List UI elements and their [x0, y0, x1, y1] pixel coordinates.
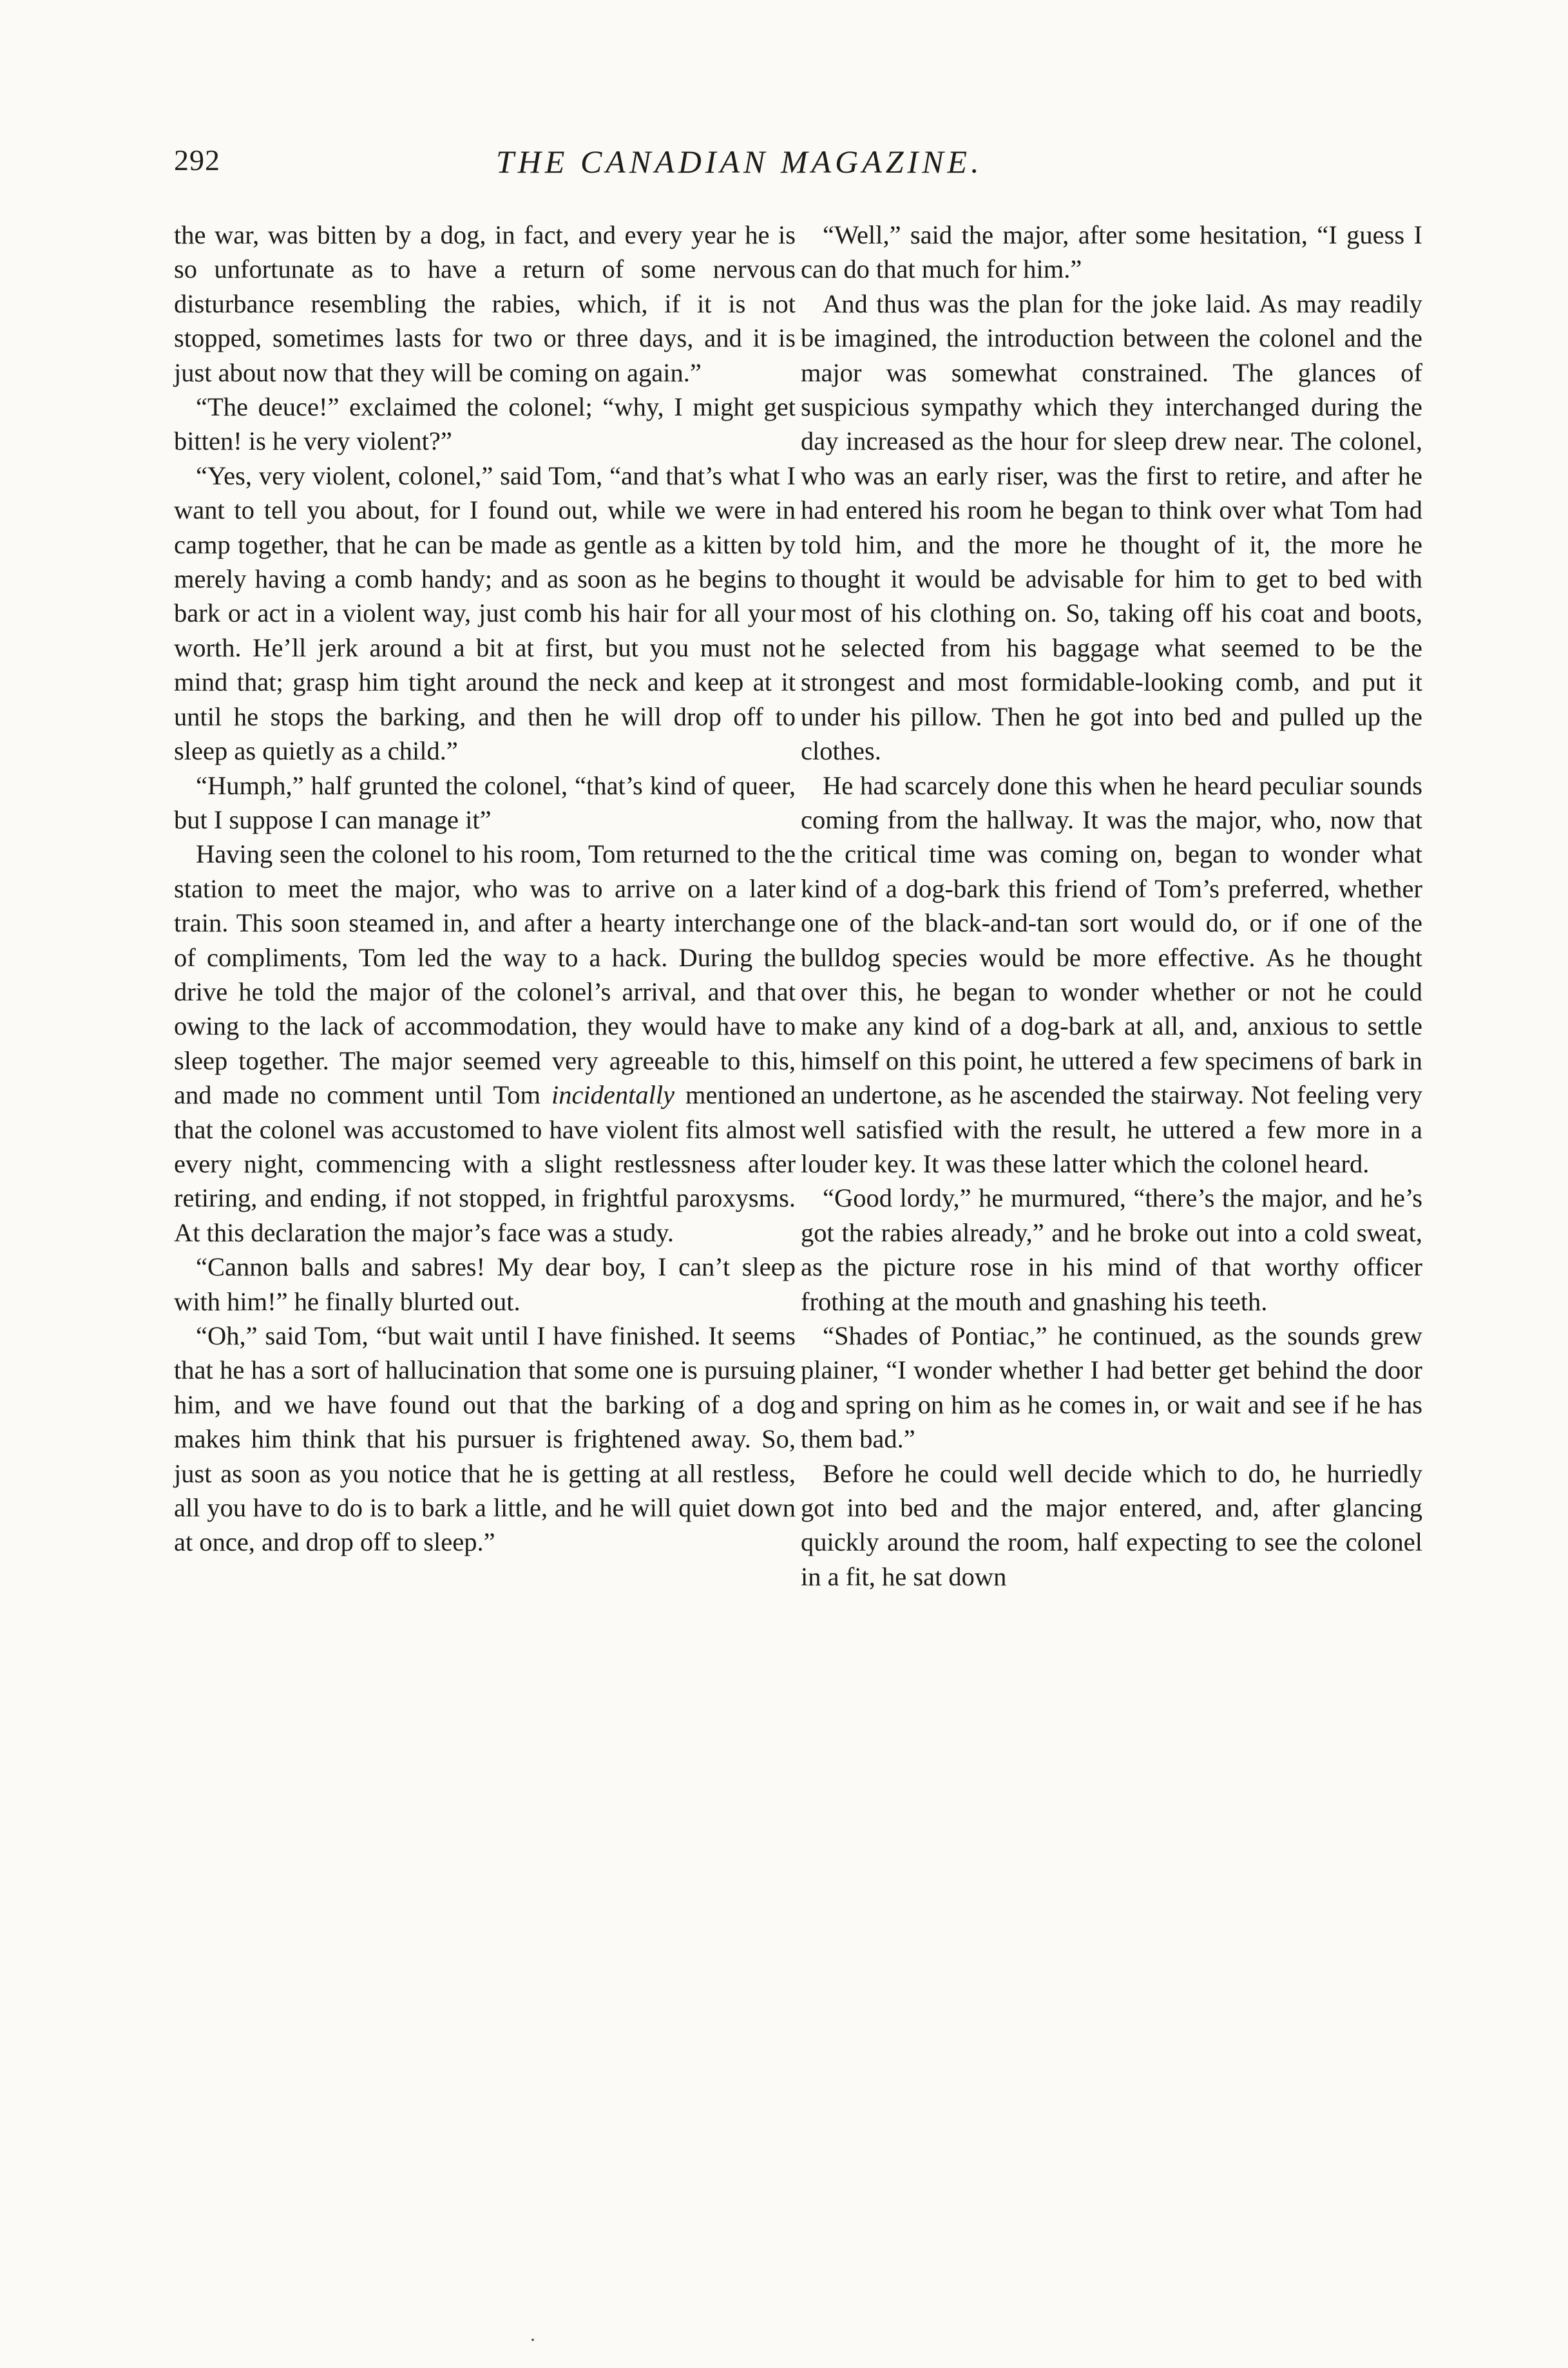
journal-title: THE CANADIAN MAGAZINE.	[496, 144, 983, 180]
paragraph: “Yes, very violent, colonel,” said Tom, “and that’s what I want to tell you about, for I found out, while we were in camp together, that he can be made as gentle as a kitten by merely having a comb handy; and as soon as he begins to bark or act in a violent way, just comb his hair for all your worth. He’ll jerk around a bit at first, but you must not mind that; grasp him tight around the neck and keep at it until he stops the barking, and then he will drop off to sleep as quietly as a child.”	[174, 461, 796, 766]
paragraph: “Good lordy,” he murmured, “there’s the major, and he’s got the rabies already,” and he broke out into a cold sweat, as the picture rose in his mind of that worthy officer frothing at the mouth and gnashing his teeth.	[801, 1183, 1422, 1316]
paragraph: “Shades of Pontiac,” he continued, as the sounds grew plainer, “I wonder whether I had better get behind the door and spring on him as he comes in, or wait and see if he has them bad.”	[801, 1321, 1422, 1454]
right-column	[801, 218, 1422, 1594]
paragraph: “The deuce!” exclaimed the colonel; “why, I might get bitten! is he very violent?”	[174, 392, 796, 456]
running-head	[174, 143, 1411, 195]
page-number: 292	[174, 144, 220, 177]
emphasis: incidentally	[551, 1080, 675, 1110]
paragraph: “Well,” said the major, after some hesitation, “I guess I can do that much for him.”	[801, 220, 1422, 284]
paragraph: the war, was bitten by a dog, in fact, and every year he is so unfortunate as to have a return of some nervous disturbance resembling the rabies, which, if it is not stopped, sometimes lasts for two or three days, and it is just about now that they will be coming on again.”	[174, 220, 796, 387]
left-column	[174, 218, 796, 1560]
paragraph: “Oh,” said Tom, “but wait until I have finished. It seems that he has a sort of hallucination that some one is pursuing him, and we have found out that the barking of a dog makes him think that his pursuer is frightened away. So, just as soon as you notice that he is getting at all restless, all you have to do is to bark a little, and he will quiet down at once, and drop off to sleep.”	[174, 1321, 796, 1557]
paragraph: “Humph,” half grunted the colonel, “that’s kind of queer, but I suppose I can manage it”	[174, 770, 796, 834]
paragraph: “Cannon balls and sabres! My dear boy, I can’t sleep with him!” he finally blurted out.	[174, 1252, 796, 1316]
paragraph: And thus was the plan for the joke laid. As may readily be imagined, the introduction between the colonel and the major was somewhat constrained. The glances of suspicious sympathy which they interchanged during the day increased as the hour for sleep drew near. The colonel, who was an early riser, was the first to retire, and after he had entered his room he began to think over what Tom had told him, and the more he thought of it, the more he thought it would be advisable for him to get to bed with most of his clothing on. So, taking off his coat and boots, he selected from his baggage what seemed to be the strongest and most formidable-looking comb, and put it under his pillow. Then he got into bed and pulled up the clothes.	[801, 289, 1422, 766]
paragraph: Before he could well decide which to do, he hurriedly got into bed and the major entered, and, after glancing quickly around the room, half expecting to see the colonel in a fit, he sat down	[801, 1458, 1422, 1591]
paragraph: Having seen the colonel to his room, Tom returned to the station to meet the major, who was to arrive on a later train. This soon steamed in, and after a hearty interchange of compliments, Tom led the way to a hack. During the drive he told the major of the colonel’s arrival, and that owing to the lack of accommodation, they would have to sleep together. The major seemed very agreeable to this, and made no comment until Tom incidentally mentioned that the colonel was accustomed to have violent fits almost every night, commencing with a slight restlessness after retiring, and ending, if not stopped, in frightful paroxysms. At this declaration the major’s face was a study.	[174, 839, 796, 1247]
footer-mark: ·	[530, 2329, 536, 2351]
paragraph: He had scarcely done this when he heard peculiar sounds coming from the hallway. It was the major, who, now that the critical time was coming on, began to wonder what kind of a dog-bark this friend of Tom’s preferred, whether one of the black-and-tan sort would do, or if one of the bulldog species would be more effective. As he thought over this, he began to wonder whether or not he could make any kind of a dog-bark at all, and, anxious to settle himself on this point, he uttered a few specimens of bark in an undertone, as he ascended the stairway. Not feeling very well satisfied with the result, he uttered a few more in a louder key. It was these latter which the colonel heard.	[801, 770, 1422, 1178]
